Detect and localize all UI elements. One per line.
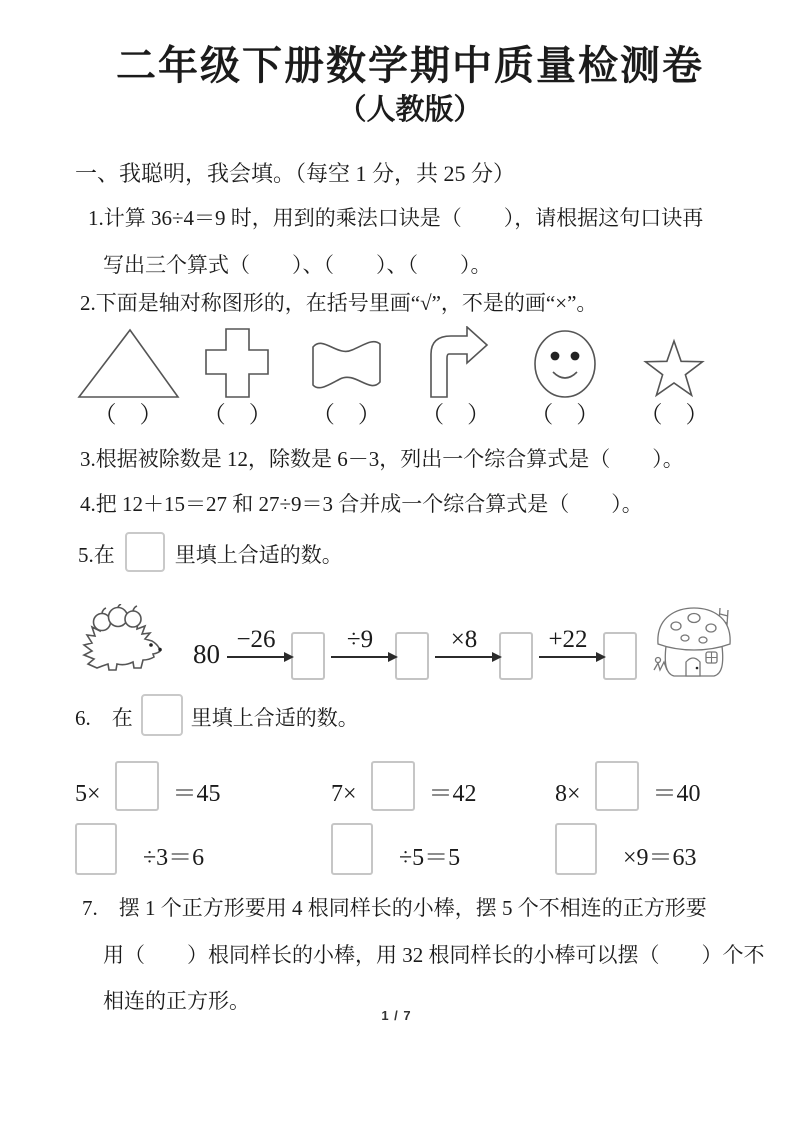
page-number: 1 / 7 (381, 1008, 412, 1023)
answer-box (371, 761, 415, 811)
hedgehog-icon (75, 604, 179, 680)
answer-box (125, 532, 165, 572)
answer-box (141, 694, 183, 736)
number-chain (75, 602, 745, 682)
answer-box (555, 823, 597, 875)
question-7-line-3: 相连的正方形。 (103, 989, 250, 1013)
equation-cell (331, 823, 555, 875)
chain-start-number: 80 (193, 638, 220, 669)
star-icon (642, 337, 706, 399)
page-subtitle: （人教版） (337, 94, 483, 126)
equation-rhs: ×9＝63 (623, 845, 697, 871)
answer-box (595, 761, 639, 811)
question-5-text (75, 532, 745, 576)
triangle-icon (76, 327, 180, 399)
equation-rhs: ＝42 (428, 781, 477, 807)
right-arrow-icon (331, 656, 389, 658)
operation-label: +22 (548, 625, 588, 653)
answer-bracket: （ ） (202, 402, 272, 427)
question-7-line-2: 用（ ）根同样长的小棒，用 32 根同样长的小棒可以摆（ ）个不 (103, 943, 765, 967)
shape-cell-cross (184, 327, 290, 399)
question-6-text (75, 694, 745, 740)
shape-cell-flag (293, 333, 399, 399)
question-4-text: 4.把 12＋15＝27 和 27÷9＝3 合并成一个综合算式是（ ）。 (80, 492, 643, 516)
turn-right-arrow-icon (423, 326, 489, 399)
answer-brackets-row (75, 401, 727, 429)
smiley-face-icon (532, 329, 598, 399)
question-1-line-1: 1.计算 36÷4＝9 时，用到的乘法口诀是（ ），请根据这句口诀再 (88, 206, 704, 230)
answer-bracket: （ ） (530, 402, 600, 427)
cross-icon (204, 327, 270, 399)
chain-operation (331, 627, 389, 658)
shape-cell-arrow (403, 326, 509, 399)
operation-label: ×8 (450, 625, 478, 653)
operation-label: ÷9 (346, 625, 374, 653)
equation-cell (555, 823, 745, 875)
answer-box (115, 761, 159, 811)
shape-cell-smiley (512, 329, 618, 399)
question-3-text: 3.根据被除数是 12，除数是 6－3，列出一个综合算式是（ ）。 (80, 447, 684, 471)
answer-bracket: （ ） (93, 402, 163, 427)
equation-cell (75, 761, 331, 811)
equation-grid (75, 761, 745, 875)
chain-operation (539, 627, 597, 658)
question-1-line-2: 写出三个算式（ ）、（ ）、（ ）。 (103, 253, 492, 277)
answer-box (75, 823, 117, 875)
mushroom-house-icon (648, 602, 740, 682)
shape-cell-star (621, 337, 727, 399)
answer-box (603, 632, 637, 680)
equation-lhs: 5× (75, 781, 101, 807)
chain-operation (435, 627, 493, 658)
question-6-suffix: 里填上合适的数。 (190, 706, 359, 730)
symmetry-shapes-row (75, 325, 727, 399)
answer-bracket: （ ） (421, 402, 491, 427)
equation-cell (555, 761, 745, 811)
equation-lhs: 8× (555, 781, 581, 807)
flag-icon (307, 333, 385, 395)
equation-lhs: 7× (331, 781, 357, 807)
question-5-prefix: 5.在 (78, 543, 115, 567)
right-arrow-icon (227, 656, 285, 658)
answer-bracket: （ ） (311, 402, 381, 427)
equation-rhs: ＝40 (652, 781, 701, 807)
equation-rhs: ÷3＝6 (143, 845, 205, 871)
answer-box (499, 632, 533, 680)
question-7-line-1: 7. 摆 1 个正方形要用 4 根同样长的小棒，摆 5 个不相连的正方形要 (82, 896, 707, 920)
right-arrow-icon (539, 656, 597, 658)
answer-bracket: （ ） (639, 402, 709, 427)
equation-rhs: ÷5＝5 (399, 845, 461, 871)
page-title: 二年级下册数学期中质量检测卷 (116, 43, 704, 88)
answer-box (395, 632, 429, 680)
operation-label: −26 (236, 625, 276, 653)
chain-operation (227, 627, 285, 658)
equation-cell (331, 761, 555, 811)
equation-rhs: ＝45 (172, 781, 221, 807)
equation-cell (75, 823, 331, 875)
section-one-heading: 一、我聪明，我会填。（每空 1 分，共 25 分） (75, 161, 516, 186)
answer-box (291, 632, 325, 680)
right-arrow-icon (435, 656, 493, 658)
question-2-text: 2.下面是轴对称图形的，在括号里画“√”，不是的画“×”。 (80, 291, 598, 315)
question-5-suffix: 里填上合适的数。 (174, 543, 343, 567)
answer-box (331, 823, 373, 875)
question-6-prefix: 6. 在 (75, 706, 133, 730)
shape-cell-triangle (75, 327, 181, 399)
